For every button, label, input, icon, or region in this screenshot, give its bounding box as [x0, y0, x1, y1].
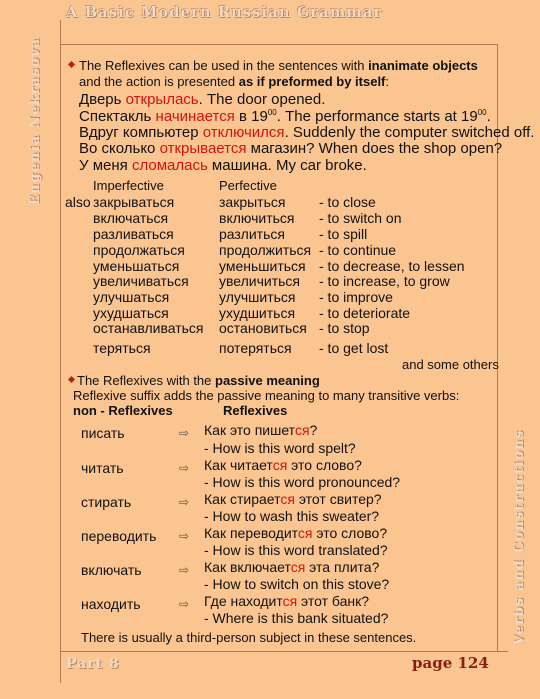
bottom-frame-rule	[60, 651, 508, 652]
verb-imperfective: останавливаться	[93, 320, 204, 336]
non-reflexive-verb: находить	[81, 596, 141, 612]
verb-imperfective: улучшаться	[93, 289, 170, 305]
example-sentence: Во сколько открывается магазин? When does the shop open?	[79, 140, 503, 157]
question-translation: - How is this word spelt?	[204, 440, 356, 456]
verb-perfective: остановиться	[219, 320, 307, 336]
example-sentence: У меня сломалась машина. My car broke.	[79, 157, 367, 174]
book-title: A Basic Modern Russian Grammar	[66, 4, 383, 21]
verb-perfective: увеличиться	[219, 273, 300, 289]
column-header-perfective: Perfective	[219, 178, 277, 193]
non-reflexive-verb: переводить	[81, 528, 157, 544]
section2-subtitle: Reflexive suffix adds the passive meaning to many transitive verbs:	[73, 388, 460, 403]
verb-imperfective: продолжаться	[93, 242, 185, 258]
verb-translation: - to switch on	[319, 210, 402, 226]
section1-intro-cont: and the action is presented as if preformed by itself:	[79, 74, 390, 89]
verb-perfective: закрыться	[219, 194, 286, 210]
verb-imperfective: увеличиваться	[93, 273, 189, 289]
column-header-imperfective: Imperfective	[93, 178, 164, 193]
column-header-reflexives: Reflexives	[223, 403, 288, 418]
reflexive-question: Как стирается этот свитер?	[204, 491, 382, 507]
verb-translation: - to deteriorate	[319, 305, 411, 321]
example-sentence: Спектакль начинается в $19^{00}$. The performance starts at $19^{00}$.	[79, 108, 491, 125]
verb-imperfective: разливаться	[93, 226, 174, 242]
verb-perfective: потеряться	[219, 340, 292, 356]
verb-perfective: включиться	[219, 210, 295, 226]
verb-imperfective: уменьшаться	[93, 258, 180, 274]
author-name: Eugenia Nekrasova	[28, 37, 43, 205]
question-translation: - How is this word pronounced?	[204, 474, 401, 490]
verb-translation: - to close	[319, 194, 376, 210]
verb-perfective: продолжиться	[219, 242, 312, 258]
example-sentence: Дверь открылась. The door opened.	[79, 91, 326, 108]
question-translation: - How is this word translated?	[204, 542, 388, 558]
left-frame-rule	[60, 20, 61, 683]
verb-imperfective: включаться	[93, 210, 169, 226]
arrow-right-icon: ⇨	[179, 495, 190, 509]
non-reflexive-verb: читать	[81, 460, 124, 476]
verb-translation: - to get lost	[319, 340, 389, 356]
reflexive-question: Где находится этот банк?	[204, 593, 370, 609]
part-label: Part 8	[66, 656, 120, 672]
section2-title: The Reflexives with the passive meaning	[77, 373, 320, 388]
arrow-right-icon: ⇨	[179, 597, 190, 611]
arrow-right-icon: ⇨	[179, 529, 190, 543]
verb-imperfective: закрываться	[93, 194, 175, 210]
non-reflexive-verb: стирать	[81, 494, 132, 510]
arrow-right-icon: ⇨	[179, 426, 190, 440]
verb-perfective: разлиться	[219, 226, 285, 242]
section1-intro: The Reflexives can be used in the sentences with inanimate objects	[79, 58, 478, 73]
non-reflexive-verb: включать	[81, 562, 142, 578]
page-number: page 124	[412, 654, 489, 672]
verb-imperfective: ухудшаться	[93, 305, 169, 321]
non-reflexive-verb: писать	[81, 425, 125, 441]
bullet-icon	[68, 61, 75, 68]
arrow-right-icon: ⇨	[179, 563, 190, 577]
reflexive-question: Как включается эта плита?	[204, 559, 380, 575]
verb-translation: - to continue	[319, 242, 397, 258]
column-header-non-reflexives: non - Reflexives	[73, 403, 173, 418]
question-translation: - How to wash this sweater?	[204, 508, 380, 524]
question-translation: - How to switch on this stove?	[204, 576, 390, 592]
section2-note: There is usually a third-person subject in these sentences.	[81, 630, 417, 645]
section-name: Verbs and Constructions	[512, 429, 527, 645]
reflexive-question: Как это пишется?	[204, 422, 318, 438]
verb-imperfective: теряться	[93, 340, 151, 356]
verb-translation: - to decrease, to lessen	[319, 258, 465, 274]
bullet-icon	[68, 376, 75, 383]
verb-perfective: улучшиться	[219, 289, 296, 305]
example-sentence: Вдруг компьютер отключился. Suddenly the computer switched off.	[79, 124, 535, 141]
top-frame-rule	[60, 44, 498, 45]
also-label: also	[65, 194, 91, 210]
reflexive-question: Как читается это слово?	[204, 457, 362, 473]
verb-translation: - to improve	[319, 289, 393, 305]
verb-perfective: ухудшиться	[219, 305, 296, 321]
verb-translation: - to spill	[319, 226, 368, 242]
reflexive-question: Как переводится это слово?	[204, 525, 388, 541]
arrow-right-icon: ⇨	[179, 461, 190, 475]
verb-perfective: уменьшиться	[219, 258, 306, 274]
verb-translation: - to stop	[319, 320, 370, 336]
question-translation: - Where is this bank situated?	[204, 610, 389, 626]
verb-translation: - to increase, to grow	[319, 273, 450, 289]
and-some-others: and some others	[402, 357, 499, 372]
